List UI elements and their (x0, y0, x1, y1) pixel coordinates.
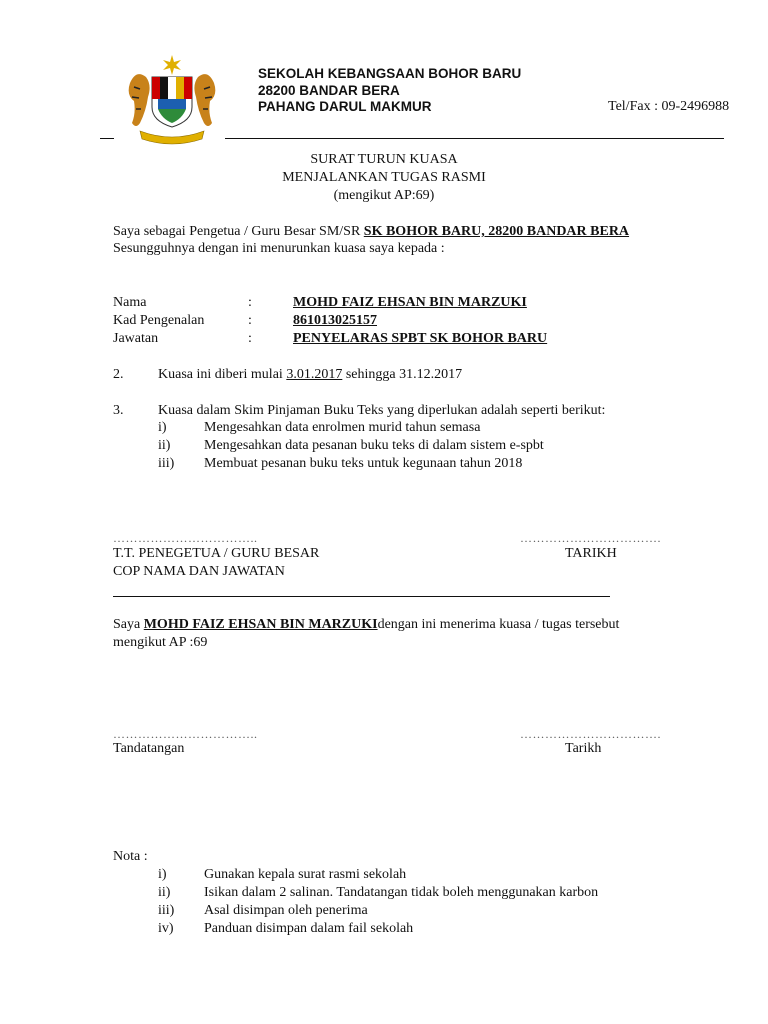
detail-colon: : (248, 295, 252, 310)
detail-colon: : (248, 313, 252, 328)
header-rule (225, 138, 724, 139)
note-num: i) (158, 867, 167, 882)
note-text: Panduan disimpan dalam fail sekolah (204, 921, 414, 936)
item2-suffix: sehingga 31.12.2017 (342, 367, 463, 382)
detail-colon: : (248, 331, 252, 346)
title-line3: (mengikut AP:69) (333, 188, 435, 203)
item3-text: Kuasa dalam Skim Pinjaman Buku Teks yang diperlukan adalah seperti berikut: (158, 403, 606, 418)
accept-name: MOHD FAIZ EHSAN BIN MARZUKI (143, 617, 378, 632)
note-num: ii) (158, 885, 171, 900)
item2-prefix: Kuasa ini diberi mulai (158, 367, 287, 382)
note-text: Gunakan kepala surat rasmi sekolah (204, 867, 407, 882)
note-text: Asal disimpan oleh penerima (204, 903, 368, 918)
date-label: Tarikh (565, 741, 602, 756)
date-dots-right: ……………………………. (520, 531, 661, 545)
note-text: Isikan dalam 2 salinan. Tandatangan tidak boleh menggunakan karbon (204, 885, 599, 900)
detail-label-nama: Nama (113, 295, 147, 310)
signature-label: Tandatangan (113, 741, 185, 756)
stamp-label: COP NAMA DAN JAWATAN (113, 564, 285, 579)
header-rule-left (100, 138, 114, 139)
intro-prefix: Saya sebagai Pengetua / Guru Besar SM/SR (113, 224, 364, 239)
item3-sub-num: iii) (158, 456, 175, 471)
item3-sub-num: i) (158, 420, 167, 435)
title-line2: MENJALANKAN TUGAS RASMI (282, 170, 486, 185)
detail-label-jawatan: Jawatan (113, 331, 159, 346)
accept-line1 (113, 617, 619, 633)
item2-start-date: 3.01.2017 (286, 367, 343, 382)
date-dots-right: ……………………………. (520, 727, 661, 741)
signature-dots-left: …………………………….. (113, 531, 258, 545)
detail-label-ic: Kad Pengenalan (113, 313, 205, 328)
intro-line1 (113, 224, 629, 240)
item2-text (158, 367, 462, 383)
item3-num: 3. (113, 403, 124, 418)
item3-sub-text: Mengesahkan data enrolmen murid tahun semasa (204, 420, 481, 435)
intro-line2: Sesungguhnya dengan ini menurunkan kuasa saya kepada : (113, 241, 445, 256)
tel-fax: Tel/Fax : 09-2496988 (608, 99, 730, 114)
signatory-title: T.T. PENEGETUA / GURU BESAR (113, 546, 320, 561)
notes-heading: Nota : (113, 849, 148, 864)
section-divider (113, 596, 610, 597)
school-address: 28200 BANDAR BERA (258, 83, 400, 98)
accept-suffix: dengan ini menerima kuasa / tugas tersebut (377, 617, 620, 632)
item3-sub-num: ii) (158, 438, 171, 453)
note-num: iv) (158, 921, 174, 936)
accept-line2: mengikut AP :69 (113, 635, 208, 650)
school-name: SEKOLAH KEBANGSAAN BOHOR BARU (258, 66, 522, 81)
signature-dots-left: …………………………….. (113, 727, 258, 741)
detail-value-nama: MOHD FAIZ EHSAN BIN MARZUKI (293, 295, 527, 310)
item3-sub-text: Mengesahkan data pesanan buku teks di dalam sistem e-spbt (204, 438, 544, 453)
detail-value-jawatan: PENYELARAS SPBT SK BOHOR BARU (293, 331, 548, 346)
intro-school: SK BOHOR BARU, 28200 BANDAR BERA (363, 224, 630, 239)
title-line1: SURAT TURUN KUASA (310, 152, 458, 167)
item2-num: 2. (113, 367, 124, 382)
malaysia-coat-of-arms-icon (122, 53, 222, 145)
note-num: iii) (158, 903, 175, 918)
school-state: PAHANG DARUL MAKMUR (258, 99, 432, 114)
detail-value-ic: 861013025157 (293, 313, 377, 328)
date-label: TARIKH (565, 546, 617, 561)
accept-prefix: Saya (113, 617, 144, 632)
item3-sub-text: Membuat pesanan buku teks untuk kegunaan tahun 2018 (204, 456, 523, 471)
